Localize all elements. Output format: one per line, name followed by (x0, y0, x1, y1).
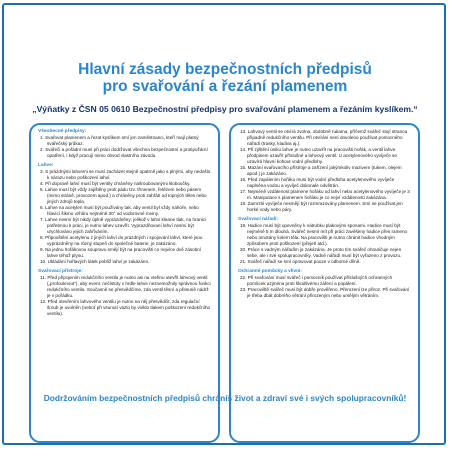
rule-item: 8. Připouštění acetylenu z jiných lahví do prázdných i spojování lahví, které jsou vyprázdněny na různý stupeň do společné baterie, je zakázáno. (40, 235, 203, 246)
sign-title-line-2: pro svařování a řezání plamenem (102, 78, 348, 95)
rule-item: 6. Lahve na acetylen musí být používány tak, aby ventil byl vždy nahoře, nebo hlavicí šikmo vzhůru nejméně 30° od vodorovné roviny. (40, 205, 199, 216)
rule-item: 15. Mazání svařovacího přístroje a zařízení jakýmkoliv mazivem (tukem, olejem apod.) je zakázáno. (240, 165, 402, 176)
rule-item: 7. Lahve nesmí být nikdy úplně vyprázdněny; jelikož v lahvi kleane tlak, na hranici potřebnou k práci, je nutno lahev uzavřít. Vyprazdňovaní lahví nesmí být urychlováno jejich zahříváním. (40, 217, 206, 234)
rule-item: 12. Před otevřením lahvového ventilu je nutno na něj přesvědčit, zda regulační šroub je uvolněn (neboť při vsunutí vázlo by vniklo tlakem poškození redukčního ventilu). (40, 299, 211, 316)
rule-item: 11. Před připojením redukčního ventilu je nutno asi na vteřinu otevřít lahvový ventil („profouknout“), aby event. nečistoty v hrdle lahve neznemožnily správnou funkci redukčního ventilu. Současně se přesvědčíme, zda ventil těsní a přesuně nádrž je v pořádku. (40, 275, 211, 298)
rule-item: 2. Svářeči a pořádní musí při práci dodržovat všechna bezpečnostní a protipožární opatření, i když pracují mimo obvod vlastního závodu. (40, 147, 208, 158)
section-heading: Ochranné pomůcky a vlivní: (238, 269, 302, 274)
rule-item: 22. Při svařování musí svářeč i pomocník používat příslušných ochranných pomůcek azjména proti škodlivému záření a popálení. (240, 275, 393, 286)
sign-footer: Dodržováním bezpečnostních předpisů chráníš život a zdraví své i svých spolupracovníků! (43, 393, 407, 403)
rule-item: 1. Svařovat plamenem a řezat kyslíkem smí jen zaměstnanci, kteří mají platný svářečský průkaz. (40, 135, 199, 146)
rule-item: 21. Svářeč nářadí se smí opravovat pouze v odborné dílně. (240, 259, 361, 264)
section-heading: Svařovací nářadí: (238, 217, 278, 222)
rule-item: 19. Hadice musí být upevněny k nátrubku plakovými sponami. Hadice musí být nejméně 5 m dlouhá. Svářeč nesmí mít při práci zavěšeny hadice přes rameno nebo omotány kolem těla. Na pracovišti je nutno chránit hadice vhodným způsobem proti poškození (přejetí atd.). (240, 223, 408, 246)
rule-item: 3. S prázdnými lahvemi se musí zacházet stejně opatrně jako s plnými, aby nedošlo k nárazu nebo poškození lahví. (40, 169, 211, 180)
rule-item: 9. Na jednu hořákovou soupravu smějí být na pracovišti co nejvíce dvě zásobní lahve téhož plynu. (40, 247, 202, 258)
rule-item: 20. Práce s vadným nářadím je zakázána. Je proto tím svářeč ohraničuje nejen sebe, ale i své spolupracovníky. Vadné nářadí musí být vyřazeno z provozu. (240, 247, 402, 258)
section-heading: Všeobecné předpisy: (38, 129, 87, 134)
rule-item: 5. Lahve musí být vždy zajištěny proti pádu tzv. třmenem, řetězem nebo pásem (mimo stráně, provozem apod.) a chráněny proti zahřátí od topných těles nebo jiných zdrojů tepla. (40, 187, 207, 204)
sign-subtitle: „Výňatky z ČSN 05 0610 Bezpečnostní předpisy pro svařování plamenem a řezáním kyslíkem.“ (32, 104, 418, 114)
rule-item: 10. Ukládání hořlavých látek poblíž lahví je zakázáno. (40, 259, 150, 264)
rule-item: 23. Pracoviště svářeč musí být dobře prověřeno. Přerození lze přiroz. Při svařování je třeba dbát dobrého větrání přirozeným nebo umělým větráním. (240, 287, 410, 298)
section-heading: Svařovací přístroje: (38, 269, 83, 274)
rule-item: 13. Lahvový ventil se otvírá zvolna, obdobně rukama, příčemž svářeč stojí stranou případně redukčního ventilu. Při otvírání není dovoleno používat pomocného nářadí (trasky, kladiva aj.). (240, 129, 408, 146)
rule-item: 16. Před zapálením hořáku musí být vodní předloha acetylenového vyvíječe naplněna vodou a vyvíječ dokonale odvětrán. (240, 177, 395, 188)
rule-item: 4. Při dopravě lahví musí být ventily chráněny našroubovanými kloboučky. (40, 181, 191, 186)
rule-item: 14. Při zjištění úniku lahve je nutno uzavřít na pracovišti hořák, a ventil lahve předpisem uzavřít příslušné a lahvový ventil. U acetylenového vyvíječe se uzavírá hlavní kohout vodní předlohy. (240, 147, 397, 164)
section-heading: Lahve: (38, 163, 54, 168)
sign-title-line-1: Hlavní zásady bezpečnostních předpisů (78, 61, 372, 78)
rule-item: 18. Zamrzlé vyvíječe nesmějí být rozmrazovány plamenem. Smí se používat jen horké vody nebo páry. (240, 201, 403, 212)
rule-item: 17. Nejméně vzdálenost plamene hořáku od lahví nebo acetylenového vyvíječe je 3 m. Manipulace s plamenem hořáku je co nejví vzdálenosti zakázána. (240, 189, 410, 200)
